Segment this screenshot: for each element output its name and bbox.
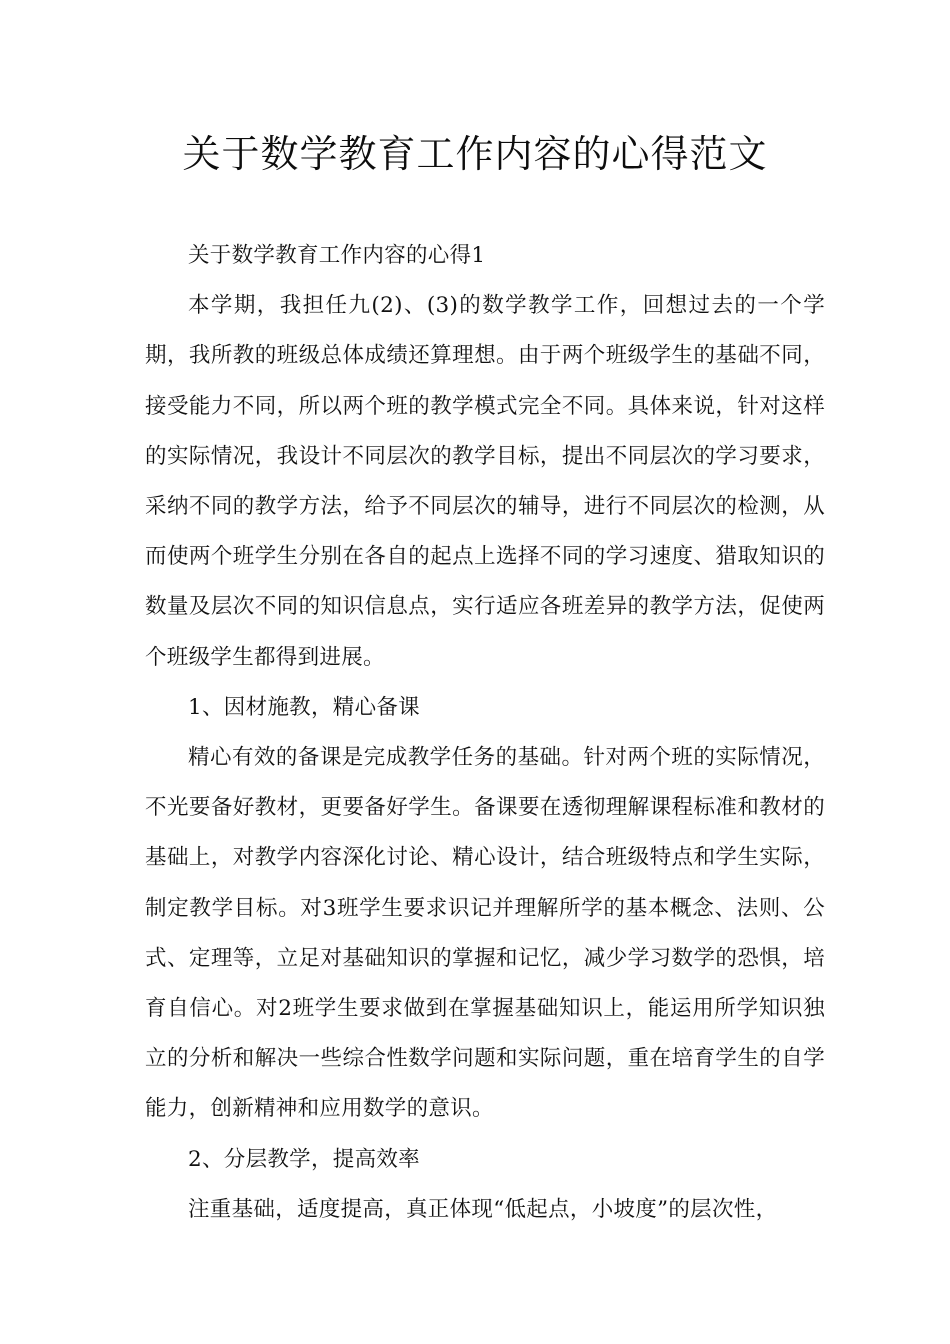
document-body xyxy=(145,231,825,1235)
document-title: 关于数学教育工作内容的心得范文 xyxy=(182,132,768,176)
subsection-heading: 1、因材施教，精心备课 xyxy=(188,694,420,720)
subsection-heading: 2、分层教学，提高效率 xyxy=(188,1146,420,1172)
section-heading: 关于数学教育工作内容的心得1 xyxy=(188,243,486,268)
body-paragraph: 本学期，我担任九(2)、(3)的数学教学工作，回想过去的一个学期，我所教的班级总体成绩还算理想。由于两个班级学生的基础不同，接受能力不同，所以两个班的教学模式完全不同。具体来说，针对这样的实际情况，我设计不同层次的教学目标，提出不同层次的学习要求，采纳不同的教学方法，给予不同层次的辅导，进行不同层次的检测，从而使两个班学生分别在各自的起点上选择不同的学习速度、猎取知识的数量及层次不同的知识信息点，实行适应各班差异的教学方法，促使两个班级学生都得到进展。 xyxy=(145,293,825,670)
body-paragraph: 精心有效的备课是完成教学任务的基础。针对两个班的实际情况，不光要备好教材，更要备好学生。备课要在透彻理解课程标准和教材的基础上，对教学内容深化讨论、精心设计，结合班级特点和学生实际，制定教学目标。对3班学生要求识记并理解所学的基本概念、法则、公式、定理等，立足对基础知识的掌握和记忆，减少学习数学的恐惧，培育自信心。对2班学生要求做到在掌握基础知识上，能运用所学知识独立的分析和解决一些综合性数学问题和实际问题，重在培育学生的自学能力，创新精神和应用数学的意识。 xyxy=(145,745,825,1122)
body-paragraph: 注重基础，适度提高，真正体现“低起点，小坡度”的层次性， xyxy=(188,1196,778,1222)
